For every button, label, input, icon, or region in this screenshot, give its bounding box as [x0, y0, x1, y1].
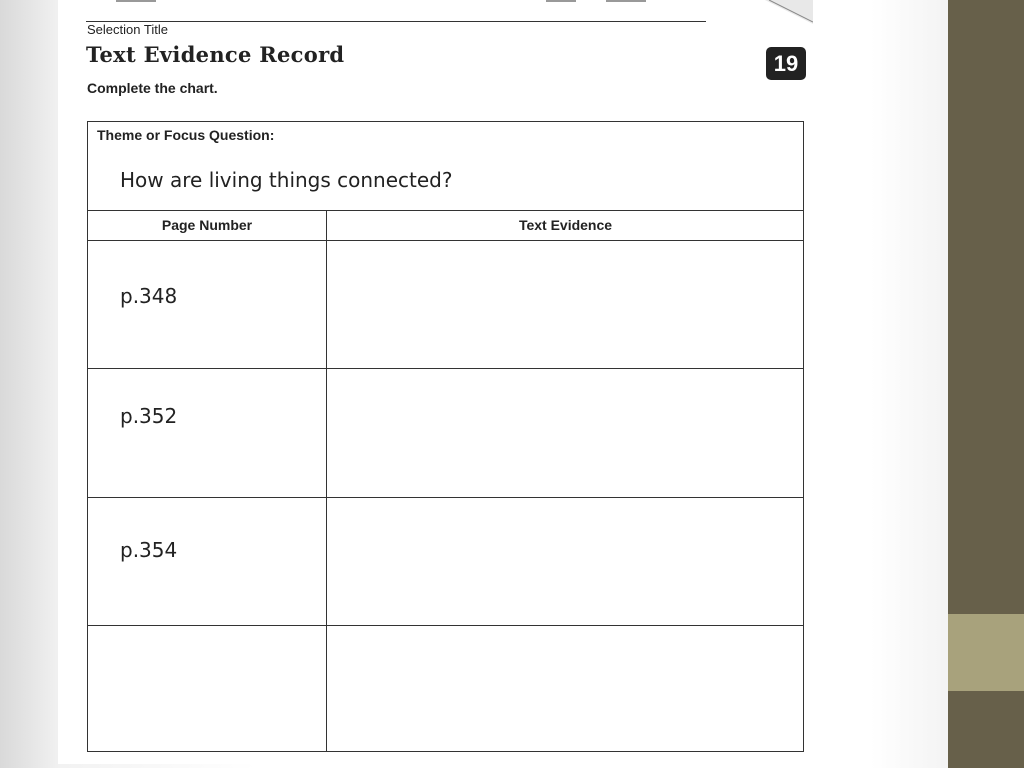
page-number-cell: p.354	[120, 538, 178, 562]
text-evidence-chart	[87, 121, 804, 752]
theme-question-box	[88, 122, 803, 211]
page-number-cell: p.352	[120, 404, 178, 428]
worksheet-title: Text Evidence Record	[86, 42, 345, 67]
theme-question-label: Theme or Focus Question:	[97, 127, 275, 143]
slide-sidebar-accent	[948, 614, 1024, 691]
table-row	[88, 369, 803, 498]
theme-question-answer: How are living things connected?	[120, 168, 453, 192]
selection-title-label: Selection Title	[87, 22, 168, 37]
selection-title-line	[86, 21, 706, 22]
cropped-header-fragment	[86, 0, 706, 4]
table-header-row	[88, 211, 803, 241]
table-row	[88, 626, 803, 751]
table-row	[88, 241, 803, 369]
page-corner-fold	[765, 0, 813, 24]
worksheet-instructions: Complete the chart.	[87, 80, 218, 96]
lesson-number-badge: 19	[766, 47, 806, 80]
page-number-header: Page Number	[161, 217, 253, 233]
page-number-cell: p.348	[120, 284, 178, 308]
worksheet-image	[58, 0, 813, 764]
text-evidence-header: Text Evidence	[518, 217, 613, 233]
table-row	[88, 498, 803, 626]
